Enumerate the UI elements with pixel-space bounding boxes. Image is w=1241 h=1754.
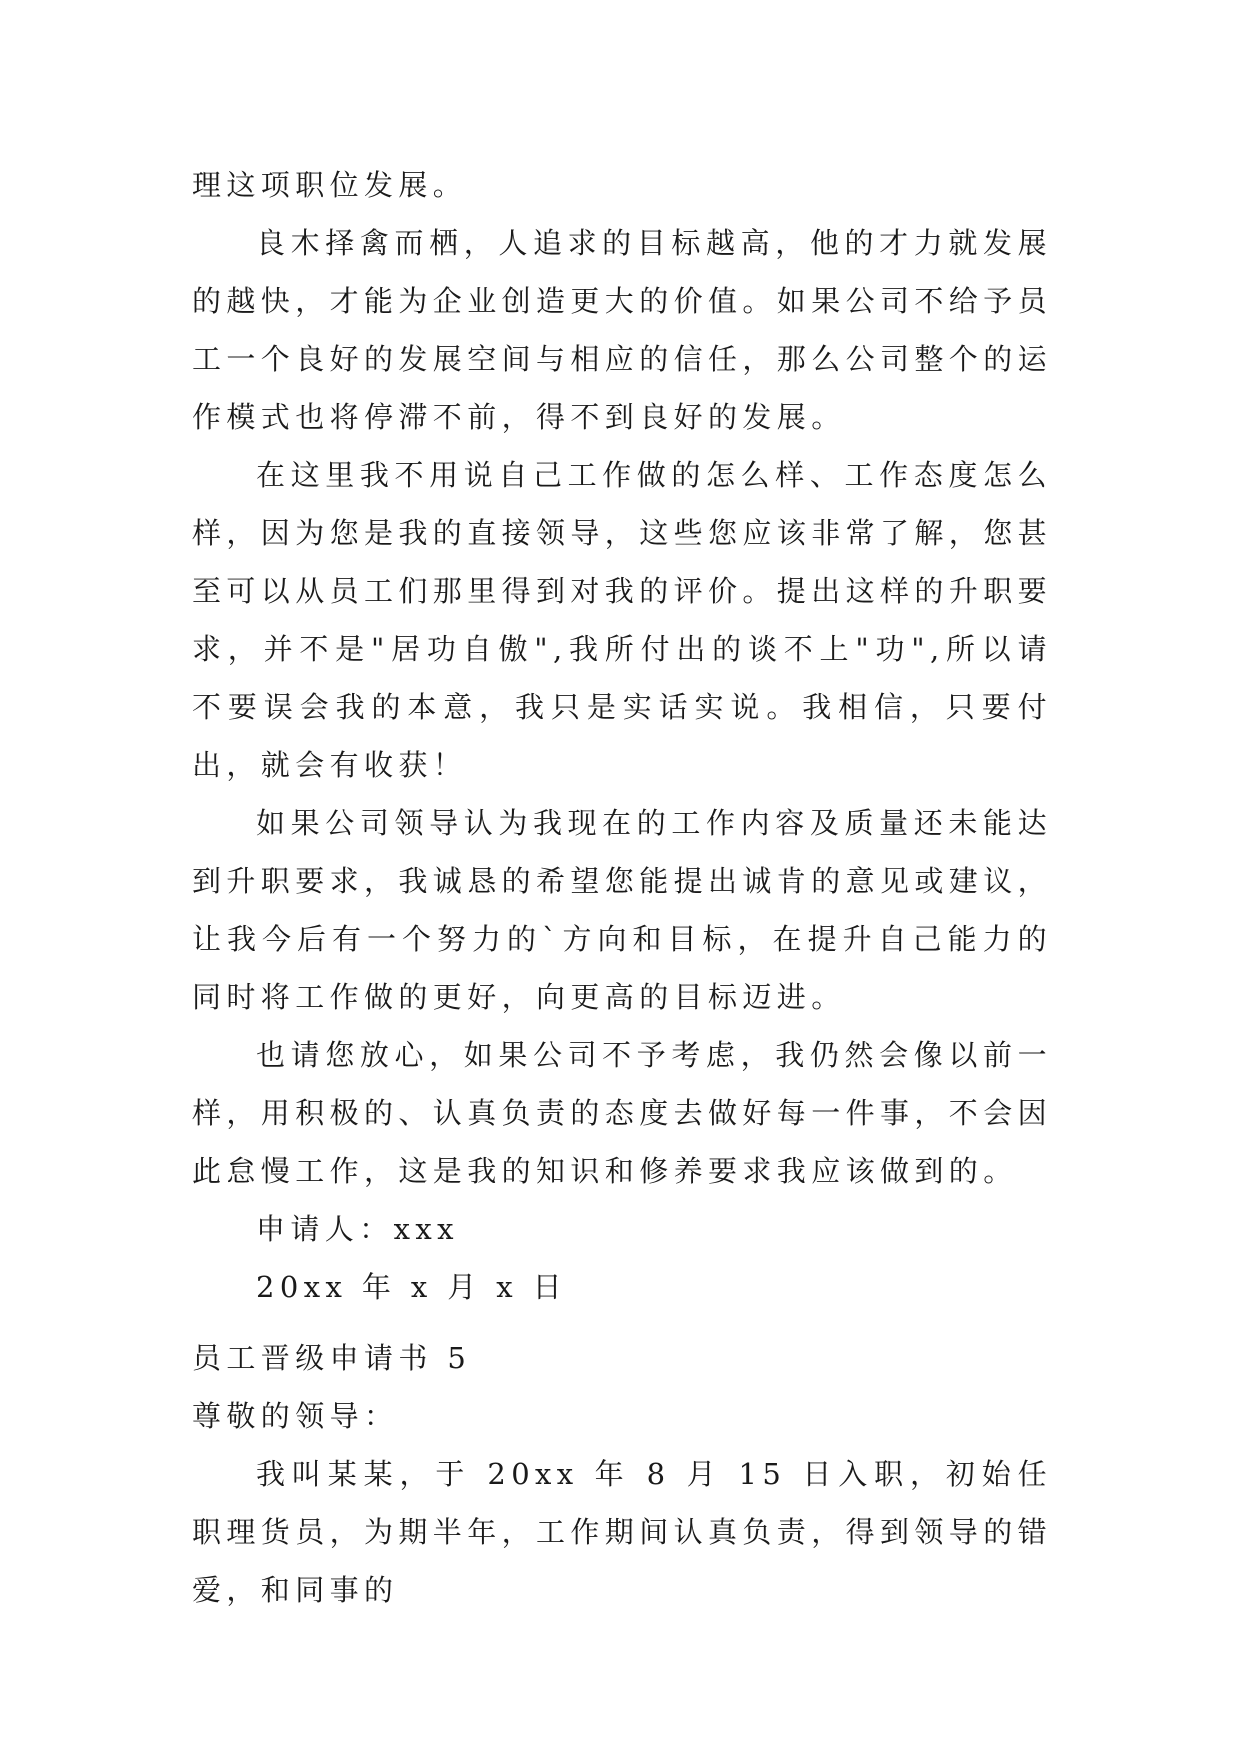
paragraph-feedback-request: 如果公司领导认为我现在的工作内容及质量还未能达到升职要求，我诚恳的希望您能提出诚肯的意见或建议，让我今后有一个努力的`方向和目标，在提升自己能力的同时将工作做的更好，向更高的目标迈进。 <box>192 806 1053 1014</box>
letter-body <box>192 156 1052 1316</box>
paragraph-commitment: 也请您放心，如果公司不予考虑，我仍然会像以前一样，用积极的、认真负责的态度去做好每一件事，不会因此怠慢工作，这是我的知识和修养要求我应该做到的。 <box>192 1038 1053 1188</box>
paragraph-introduction: 我叫某某，于 20xx 年 8 月 15 日入职，初始任职理货员，为期半年，工作期间认真负责，得到领导的错爱，和同事的 <box>192 1457 1053 1607</box>
paragraph-self-evaluation: 在这里我不用说自己工作做的怎么样、工作态度怎么样，因为您是我的直接领导，这些您应该非常了解，您甚至可以从员工们那里得到对我的评价。提出这样的升职要求，并不是"居功自傲",我所付出的谈不上"功",所以请不要误会我的本意，我只是实话实说。我相信，只要付出，就会有收获！ <box>192 458 1053 782</box>
paragraph-continuation: 理这项职位发展。 <box>192 168 468 202</box>
next-letter <box>192 1329 1052 1619</box>
paragraph-aspiration: 良木择禽而栖，人追求的目标越高，他的才力就发展的越快，才能为企业创造更大的价值。如果公司不给予员工一个良好的发展空间与相应的信任，那么公司整个的运作模式也将停滞不前，得不到良好的发展。 <box>192 226 1053 434</box>
section-title: 员工晋级申请书 5 <box>192 1341 472 1375</box>
applicant-line: 申请人：xxx <box>256 1212 459 1246</box>
salutation: 尊敬的领导： <box>192 1399 399 1433</box>
date-line: 20xx 年 x 月 x 日 <box>256 1270 568 1304</box>
